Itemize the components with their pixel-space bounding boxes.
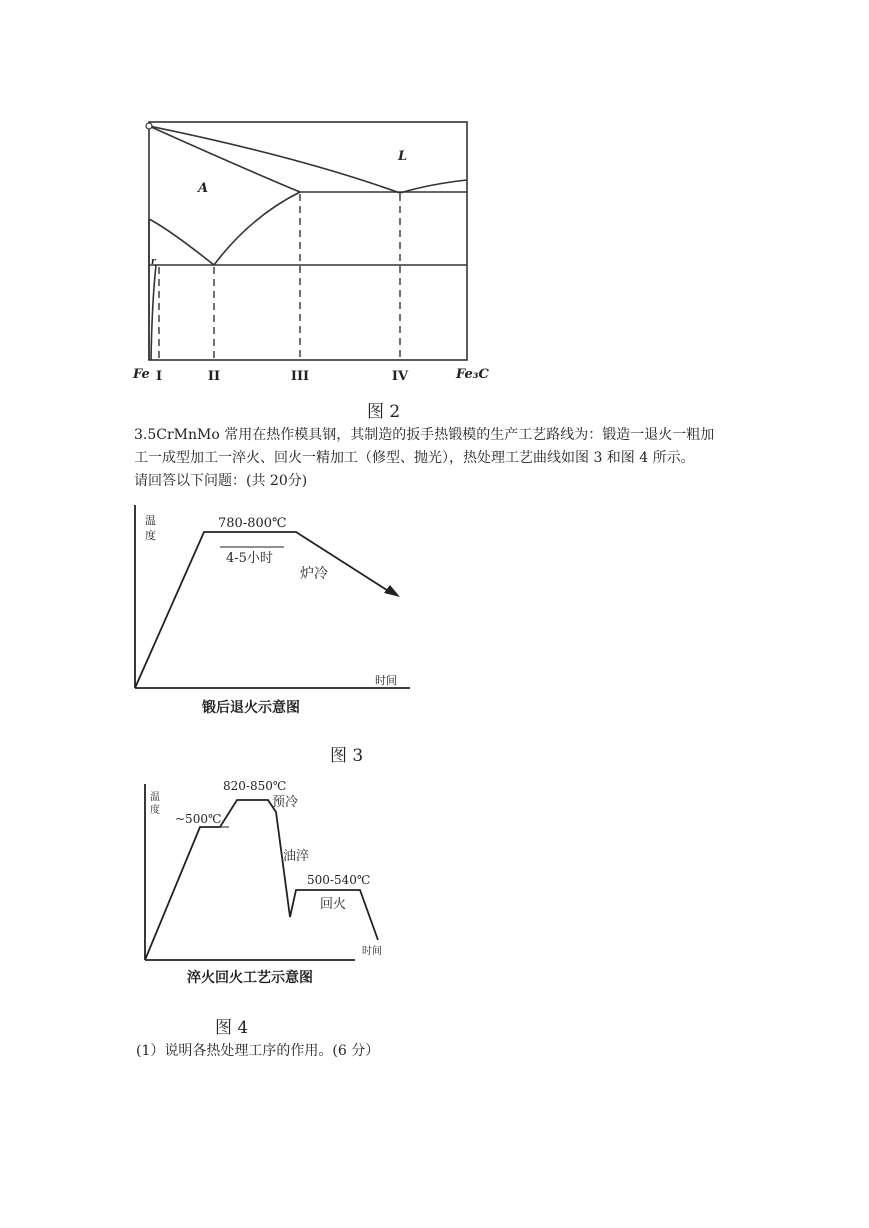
sub-question-1: (1）说明各热处理工序的作用。(6 分） [136, 1043, 380, 1059]
fig4-xlabel: 时间 [362, 946, 382, 957]
question-3-line-1: 3.5CrMnMo 常用在热作模具钢，其制造的扳手热锻模的生产工艺路线为：锻造一退火一粗加 [134, 427, 715, 443]
fig3-ylabel-1: 温 [145, 514, 156, 527]
fig4-title: 淬火回火工艺示意图 [187, 970, 313, 986]
origin-point [146, 123, 152, 129]
tick-label-iv: IV [391, 369, 409, 384]
figure-4-caption: 图 4 [215, 1018, 249, 1038]
region-label-gamma: r [151, 257, 156, 267]
fe-fe3c-phase-diagram [130, 112, 510, 397]
fig3-time-label: 4-5小时 [226, 551, 273, 566]
axis-label-fe3c: Fe₃C [456, 367, 489, 382]
diagram-frame [149, 122, 467, 360]
fig3-temp-label: 780-800℃ [218, 516, 287, 531]
fig3-xlabel: 时间 [375, 674, 397, 687]
liquidus-line [149, 126, 467, 193]
a3-line [149, 219, 214, 265]
region-label-l: L [398, 149, 408, 164]
question-3-line-2: 工一成型加工一淬火、回火一精加工（修型、抛光），热处理工艺曲线如图 3 和图 4 所示。 [134, 450, 695, 466]
fig4-quench-temp-label: 820-850℃ [223, 779, 287, 793]
annealing-diagram [120, 500, 420, 725]
fig3-title: 锻后退火示意图 [202, 700, 300, 716]
tick-label-ii: II [207, 369, 221, 384]
tick-label-i: I [155, 369, 163, 384]
fig4-temper-label: 回火 [320, 897, 347, 912]
question-3-line-3: 请回答以下问题：(共 20分) [134, 473, 308, 489]
figure-2-caption: 图 2 [367, 402, 401, 422]
fig3-ylabel-2: 度 [145, 529, 156, 542]
fig4-ylabel-2: 度 [150, 805, 160, 816]
fig4-temper-temp-label: 500-540℃ [307, 873, 371, 887]
fig4-oil-label: 油淬 [283, 849, 310, 864]
ferrite-solvus [151, 265, 156, 360]
region-label-a: A [198, 181, 209, 196]
tick-label-iii: III [290, 369, 310, 384]
quench-temper-diagram [130, 772, 400, 997]
fig4-preheat-label: ~500℃ [175, 812, 222, 826]
axis-label-fe: Fe [133, 367, 150, 382]
acm-line [214, 192, 300, 265]
solidus-line [149, 126, 300, 192]
fig3-cool-label: 炉冷 [300, 566, 328, 582]
figure-3-caption: 图 3 [330, 746, 364, 766]
fig4-precool-label: 预冷 [272, 795, 299, 810]
cooling-arrowhead [384, 585, 400, 597]
fig4-ylabel-1: 温 [150, 792, 160, 803]
question-3-text [134, 424, 714, 493]
